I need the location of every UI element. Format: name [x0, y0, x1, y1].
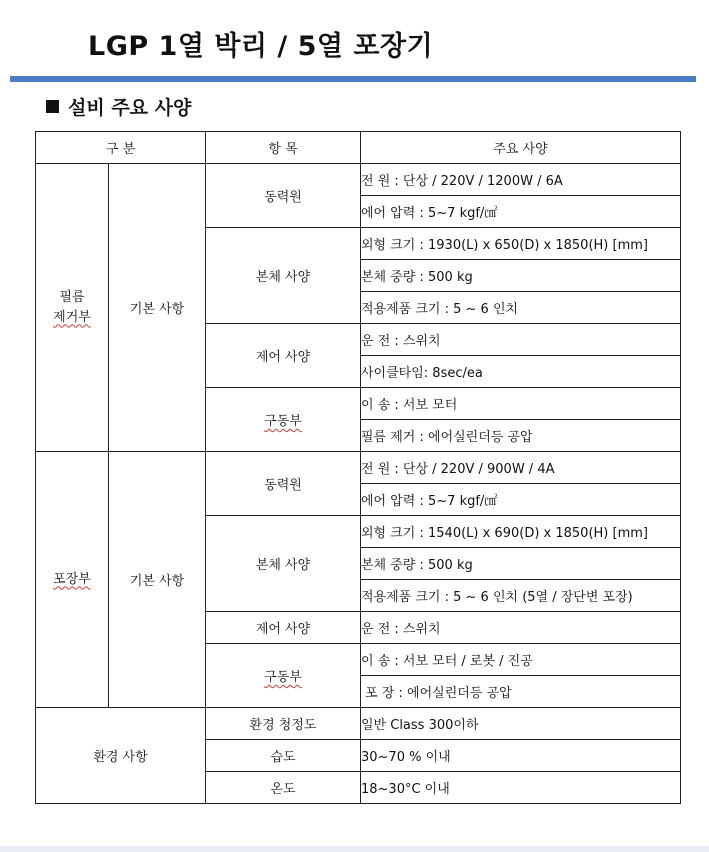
env-clean-label: 환경 청정도 — [206, 708, 361, 740]
pack-drive-label-cell — [206, 644, 361, 708]
pack-subcategory: 기본 사항 — [109, 452, 206, 708]
film-drive-1: 이 송 : 서보 모터 — [361, 388, 681, 420]
film-control-label: 제어 사양 — [206, 324, 361, 388]
film-control-2: 사이클타임: 8sec/ea — [361, 356, 681, 388]
table-header-row — [36, 132, 681, 164]
header-category: 구 분 — [36, 132, 206, 164]
pack-power-1: 전 원 : 단상 / 220V / 900W / 4A — [361, 452, 681, 484]
pack-body-1: 외형 크기 : 1540(L) x 690(D) x 1850(H) [mm] — [361, 516, 681, 548]
spec-table — [35, 131, 681, 804]
film-power-1: 전 원 : 단상 / 220V / 1200W / 6A — [361, 164, 681, 196]
film-body-2: 본체 중량 : 500 kg — [361, 260, 681, 292]
square-bullet-icon — [46, 100, 59, 113]
header-spec: 주요 사양 — [361, 132, 681, 164]
env-temp-value: 18~30°C 이내 — [361, 772, 681, 804]
pack-drive-label: 구동부 — [264, 670, 302, 685]
env-humidity-label: 습도 — [206, 740, 361, 772]
page-bottom-rule — [0, 846, 709, 852]
film-body-3: 적용제품 크기 : 5 ~ 6 인치 — [361, 292, 681, 324]
table-row — [36, 164, 681, 196]
pack-category-cell — [36, 452, 109, 708]
env-humidity-value: 30~70 % 이내 — [361, 740, 681, 772]
pack-control-label: 제어 사양 — [206, 612, 361, 644]
document-title: LGP 1열 박리 / 5열 포장기 — [88, 31, 434, 62]
pack-drive-1: 이 송 : 서보 모터 / 로봇 / 진공 — [361, 644, 681, 676]
env-temp-label: 온도 — [206, 772, 361, 804]
env-clean-value: 일반 Class 300이하 — [361, 708, 681, 740]
film-drive-2: 필름 제거 : 에어실린더등 공압 — [361, 420, 681, 452]
film-body-1: 외형 크기 : 1930(L) x 650(D) x 1850(H) [mm] — [361, 228, 681, 260]
table-row — [36, 452, 681, 484]
pack-power-2: 에어 압력 : 5~7 kgf/㎠ — [361, 484, 681, 516]
film-control-1: 운 전 : 스위치 — [361, 324, 681, 356]
section-heading-text: 설비 주요 사양 — [68, 97, 192, 119]
header-item: 항 목 — [206, 132, 361, 164]
film-subcategory: 기본 사항 — [109, 164, 206, 452]
film-drive-label: 구동부 — [264, 414, 302, 429]
film-category-line2: 제거부 — [53, 309, 91, 325]
env-category: 환경 사항 — [36, 708, 206, 804]
pack-body-3: 적용제품 크기 : 5 ~ 6 인치 (5열 / 장단변 포장) — [361, 580, 681, 612]
pack-category: 포장부 — [53, 571, 91, 587]
film-power-2: 에어 압력 : 5~7 kgf/㎠ — [361, 196, 681, 228]
film-body-label: 본체 사양 — [206, 228, 361, 324]
table-row — [36, 708, 681, 740]
pack-power-label: 동력원 — [206, 452, 361, 516]
title-underline — [10, 76, 696, 82]
pack-body-label: 본체 사양 — [206, 516, 361, 612]
pack-body-2: 본체 중량 : 500 kg — [361, 548, 681, 580]
film-category-line1: 필름 — [59, 289, 85, 305]
film-category-cell — [36, 164, 109, 452]
film-power-label: 동력원 — [206, 164, 361, 228]
pack-control-1: 운 전 : 스위치 — [361, 612, 681, 644]
pack-drive-2: 포 장 : 에어실린더등 공압 — [361, 676, 681, 708]
film-drive-label-cell — [206, 388, 361, 452]
section-heading — [46, 93, 191, 120]
